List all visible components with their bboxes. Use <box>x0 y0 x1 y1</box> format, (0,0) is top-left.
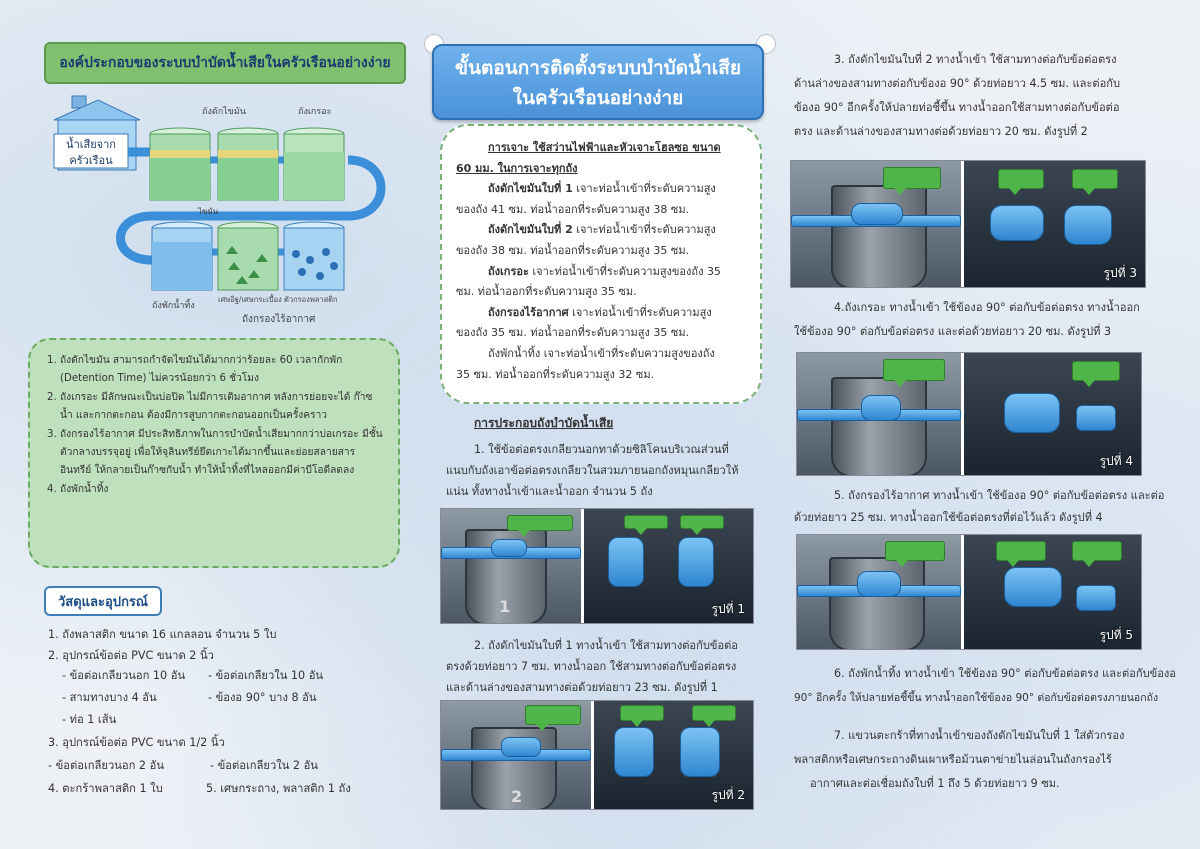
components-notes <box>28 338 400 568</box>
step-3-line-4: ตรง และด้านล่างของสามทางต่อด้วยท่อยาว 20 ซม. ดังรูปที่ 2 <box>794 125 1088 138</box>
photo-5 <box>796 534 1142 650</box>
step-2-line-3: และด้านล่างของสามทางต่อด้วยท่อยาว 23 ซม. ดังรูปที่ 1 <box>446 681 718 694</box>
step-4-line-2: ใช้ข้องอ 90° ต่อกับข้อต่อตรง และต่อด้วยท่อยาว 20 ซม. ดังรูปที่ 3 <box>794 325 1112 338</box>
material-sub-item: - ท่อ 1 เส้น <box>62 713 117 726</box>
install-title-line-2: ในครัวเรือนอย่างง่าย <box>512 87 684 109</box>
photo-1-label: รูปที่ 1 <box>711 602 745 616</box>
house-label-2: ครัวเรือน <box>69 154 113 167</box>
material-sub-item: - สามทางบาง 4 อัน <box>62 691 157 704</box>
drill-tank-1-text-2: ของถัง 41 ซม. ท่อน้ำออกที่ระดับความสูง 38 ซม. <box>456 202 690 216</box>
assembly-title: การประกอบถังบำบัดน้ำเสีย <box>474 416 614 430</box>
note-item: 3. ถังกรองไร้อากาศ มีประสิทธิภาพในการบำบัดน้ำเสียมากกว่าบ่อเกรอะ มีชั้นตัวกลางบรรจุอยู่ เพื่อให้จุลินทรีย์ยึดเกาะได้มากขึ้นและย่อยสลายสารอินทรีย์ ให้กลายเป็นก๊าซกับน้ำ ทำให้น้ำทิ้งที่ไหลออกมีค่าบีโอดีลดลง <box>60 426 384 480</box>
step-4-line-1: 4.ถังเกรอะ ทางน้ำเข้า ใช้ข้องอ 90° ต่อกับข้อต่อตรง ทางน้ำออก <box>834 301 1140 314</box>
tank-grease-1 <box>150 128 210 200</box>
components-header: องค์ประกอบของระบบบำบัดน้ำเสียในครัวเรือนอย่างง่าย <box>44 42 406 84</box>
drill-tank-1-name: ถังดักไขมันใบที่ 1 <box>488 182 573 196</box>
drill-tank-2-text: เจาะท่อน้ำเข้าที่ระดับความสูง <box>572 223 716 237</box>
materials-header: วัสดุและอุปกรณ์ <box>44 586 162 616</box>
tank-anaerobic-2 <box>284 222 344 290</box>
material-item: 3. อุปกรณ์ข้อต่อ PVC ขนาด 1/2 นิ้ว <box>48 736 225 749</box>
label-media-brick: เศษอิฐ/เศษกระเบื้อง <box>218 295 282 304</box>
label-grease-tank: ถังดักไขมัน <box>202 107 246 117</box>
tank-anaerobic-1 <box>218 222 278 290</box>
note-item: 4. ถังพักน้ำทิ้ง <box>60 481 384 499</box>
drill-tank-1-text: เจาะท่อน้ำเข้าที่ระดับความสูง <box>572 182 716 196</box>
note-item: 1. ถังดักไขมัน สามารถกำจัดไขมันได้มากกว่าร้อยละ 60 เวลากักพัก (Detention Time) ไม่ควรน้อยกว่า 6 ชั่วโมง <box>60 352 384 388</box>
photo-4-label: รูปที่ 4 <box>1099 454 1133 468</box>
material-sub-item: - ข้อต่อเกลียวนอก 10 อัน <box>62 669 186 682</box>
tank-collect <box>152 222 212 290</box>
photo-2-label: รูปที่ 2 <box>711 788 745 802</box>
step-2-line-2: ตรงด้วยท่อยาว 7 ซม. ทางน้ำออก ใช้สามทางต่อกับข้อต่อตรง <box>446 660 737 673</box>
drilling-instructions <box>440 124 762 404</box>
install-title <box>432 44 764 120</box>
label-grease: ไขมัน <box>198 207 219 216</box>
house-label-1: น้ำเสียจาก <box>66 138 116 151</box>
step-3-line-2: ด้านล่างของสามทางต่อกับข้องอ 90° ด้วยท่อยาว 4.5 ซม. และต่อกับ <box>794 77 1121 90</box>
install-title-line-1: ขั้นตอนการติดตั้งระบบบำบัดน้ำเสีย <box>455 57 741 79</box>
step-1-line-3: แน่น ทั้งทางน้ำเข้าและน้ำออก จำนวน 5 ถัง <box>446 485 653 498</box>
material-item: 4. ตะกร้าพลาสติก 1 ใบ <box>48 782 163 795</box>
note-item: 2. ถังเกรอะ มีลักษณะเป็นบ่อปิด ไม่มีการเติมอากาศ หลังการย่อยจะได้ ก๊าซ น้ำ และกากตะกอน ต้องมีการสูบกากตะกอนออกเป็นครั้งคราว <box>60 389 384 425</box>
material-sub-item: - ข้อต่อเกลียวใน 2 อัน <box>210 759 318 772</box>
tank-grease-2 <box>218 128 278 200</box>
drill-tank-4-name: ถังกรองไร้อากาศ <box>488 305 569 319</box>
tank-septic <box>284 128 344 200</box>
drill-tank-3-name: ถังเกรอะ <box>488 264 529 278</box>
drill-tank-5-text: ถังพักน้ำทิ้ง เจาะท่อน้ำเข้าที่ระดับความสูงของถัง <box>488 346 715 360</box>
drill-heading-2: 60 มม. ในการเจาะทุกถัง <box>456 161 578 175</box>
step-3-line-3: ข้องอ 90° อีกครั้งให้ปลายท่อชี้ขึ้น ทางน้ำออกใช้สามทางต่อกับข้อต่อ <box>794 101 1120 114</box>
drill-tank-4-text: เจาะท่อน้ำเข้าที่ระดับความสูง <box>568 305 712 319</box>
step-5-line-1: 5. ถังกรองไร้อากาศ ทางน้ำเข้า ใช้ข้องอ 90° ต่อกับข้อต่อตรง และต่อ <box>834 489 1165 502</box>
bucket-number: 1 <box>499 597 511 616</box>
step-6-line-1: 6. ถังพักน้ำทิ้ง ทางน้ำเข้า ใช้ข้องอ 90° ต่อกับข้อต่อตรง และต่อกับข้องอ <box>834 667 1176 680</box>
photo-2 <box>440 700 754 810</box>
label-collect-tank: ถังพักน้ำทิ้ง <box>152 301 195 311</box>
drill-tank-2-text-2: ของถัง 38 ซม. ท่อน้ำออกที่ระดับความสูง 35 ซม. <box>456 243 690 257</box>
drill-tank-5-text-2: 35 ซม. ท่อน้ำออกที่ระดับความสูง 32 ซม. <box>456 367 655 381</box>
step-7-line-1: 7. แขวนตะกร้าที่ทางน้ำเข้าของถังดักไขมันใบที่ 1 ใส่ตัวกรอง <box>834 729 1125 742</box>
drill-tank-4-text-2: ของถัง 35 ซม. ท่อน้ำออกที่ระดับความสูง 35 ซม. <box>456 326 690 340</box>
step-7-line-2: พลาสติกหรือเศษกระถางดินเผาหรือม้วนตาข่ายไนล่อนในถังกรองไร้ <box>794 753 1112 766</box>
drill-heading-1: การเจาะ ใช้สว่านไฟฟ้าและหัวเจาะโฮลซอ ขนาด <box>488 141 721 154</box>
photo-1 <box>440 508 754 624</box>
photo-3-label: รูปที่ 3 <box>1103 266 1137 280</box>
label-septic-tank: ถังเกรอะ <box>298 107 332 117</box>
drill-tank-2-name: ถังดักไขมันใบที่ 2 <box>488 223 573 237</box>
step-3-line-1: 3. ถังดักไขมันใบที่ 2 ทางน้ำเข้า ใช้สามทางต่อกับข้อต่อตรง <box>834 53 1117 66</box>
step-7-line-3: อากาศและต่อเชื่อมถังใบที่ 1 ถึง 5 ด้วยท่อยาว 9 ซม. <box>810 777 1060 790</box>
label-anaerobic-filter: ถังกรองไร้อากาศ <box>242 314 316 325</box>
material-item: 5. เศษกระถาง, พลาสติก 1 ถัง <box>206 782 351 795</box>
label-media-plastic: ตัวกรองพลาสติก <box>284 295 338 304</box>
step-6-line-2: 90° อีกครั้ง ให้ปลายท่อชี้ขึ้น ทางน้ำออกใช้ข้องอ 90° ต่อกับข้อต่อตรงภายนอกถัง <box>794 692 1159 704</box>
photo-4 <box>796 352 1142 476</box>
material-item: 1. ถังพลาสติก ขนาด 16 แกลลอน จำนวน 5 ใบ <box>48 628 277 641</box>
material-sub-item: - ข้อต่อเกลียวใน 10 อัน <box>208 669 324 682</box>
material-sub-item: - ข้องอ 90° บาง 8 อัน <box>208 691 317 704</box>
drill-tank-3-text: เจาะท่อน้ำเข้าที่ระดับความสูงของถัง 35 <box>528 264 721 278</box>
step-2-line-1: 2. ถังดักไขมันใบที่ 1 ทางน้ำเข้า ใช้สามทางต่อกับข้อต่อ <box>474 639 738 652</box>
material-item: 2. อุปกรณ์ข้อต่อ PVC ขนาด 2 นิ้ว <box>48 649 214 662</box>
photo-3 <box>790 160 1146 288</box>
step-1-line-2: แนบกับถังเอาข้อต่อตรงเกลียวในสวมภายนอกถังหมุนเกลียวให้ <box>446 464 739 477</box>
drill-tank-3-text-2: ซม. ท่อน้ำออกที่ระดับความสูง 35 ซม. <box>456 285 637 299</box>
material-sub-item: - ข้อต่อเกลียวนอก 2 อัน <box>48 759 164 772</box>
bucket-number: 2 <box>511 787 523 806</box>
step-1-line-1: 1. ใช้ข้อต่อตรงเกลียวนอกทาด้วยซิลิโคนบริเวณส่วนที่ <box>474 443 729 456</box>
step-5-line-2: ด้วยท่อยาว 25 ซม. ทางน้ำออกใช้ข้อต่อตรงที่ต่อไว้แล้ว ดังรูปที่ 4 <box>794 511 1103 524</box>
system-diagram <box>52 90 402 330</box>
photo-5-label: รูปที่ 5 <box>1099 628 1133 642</box>
